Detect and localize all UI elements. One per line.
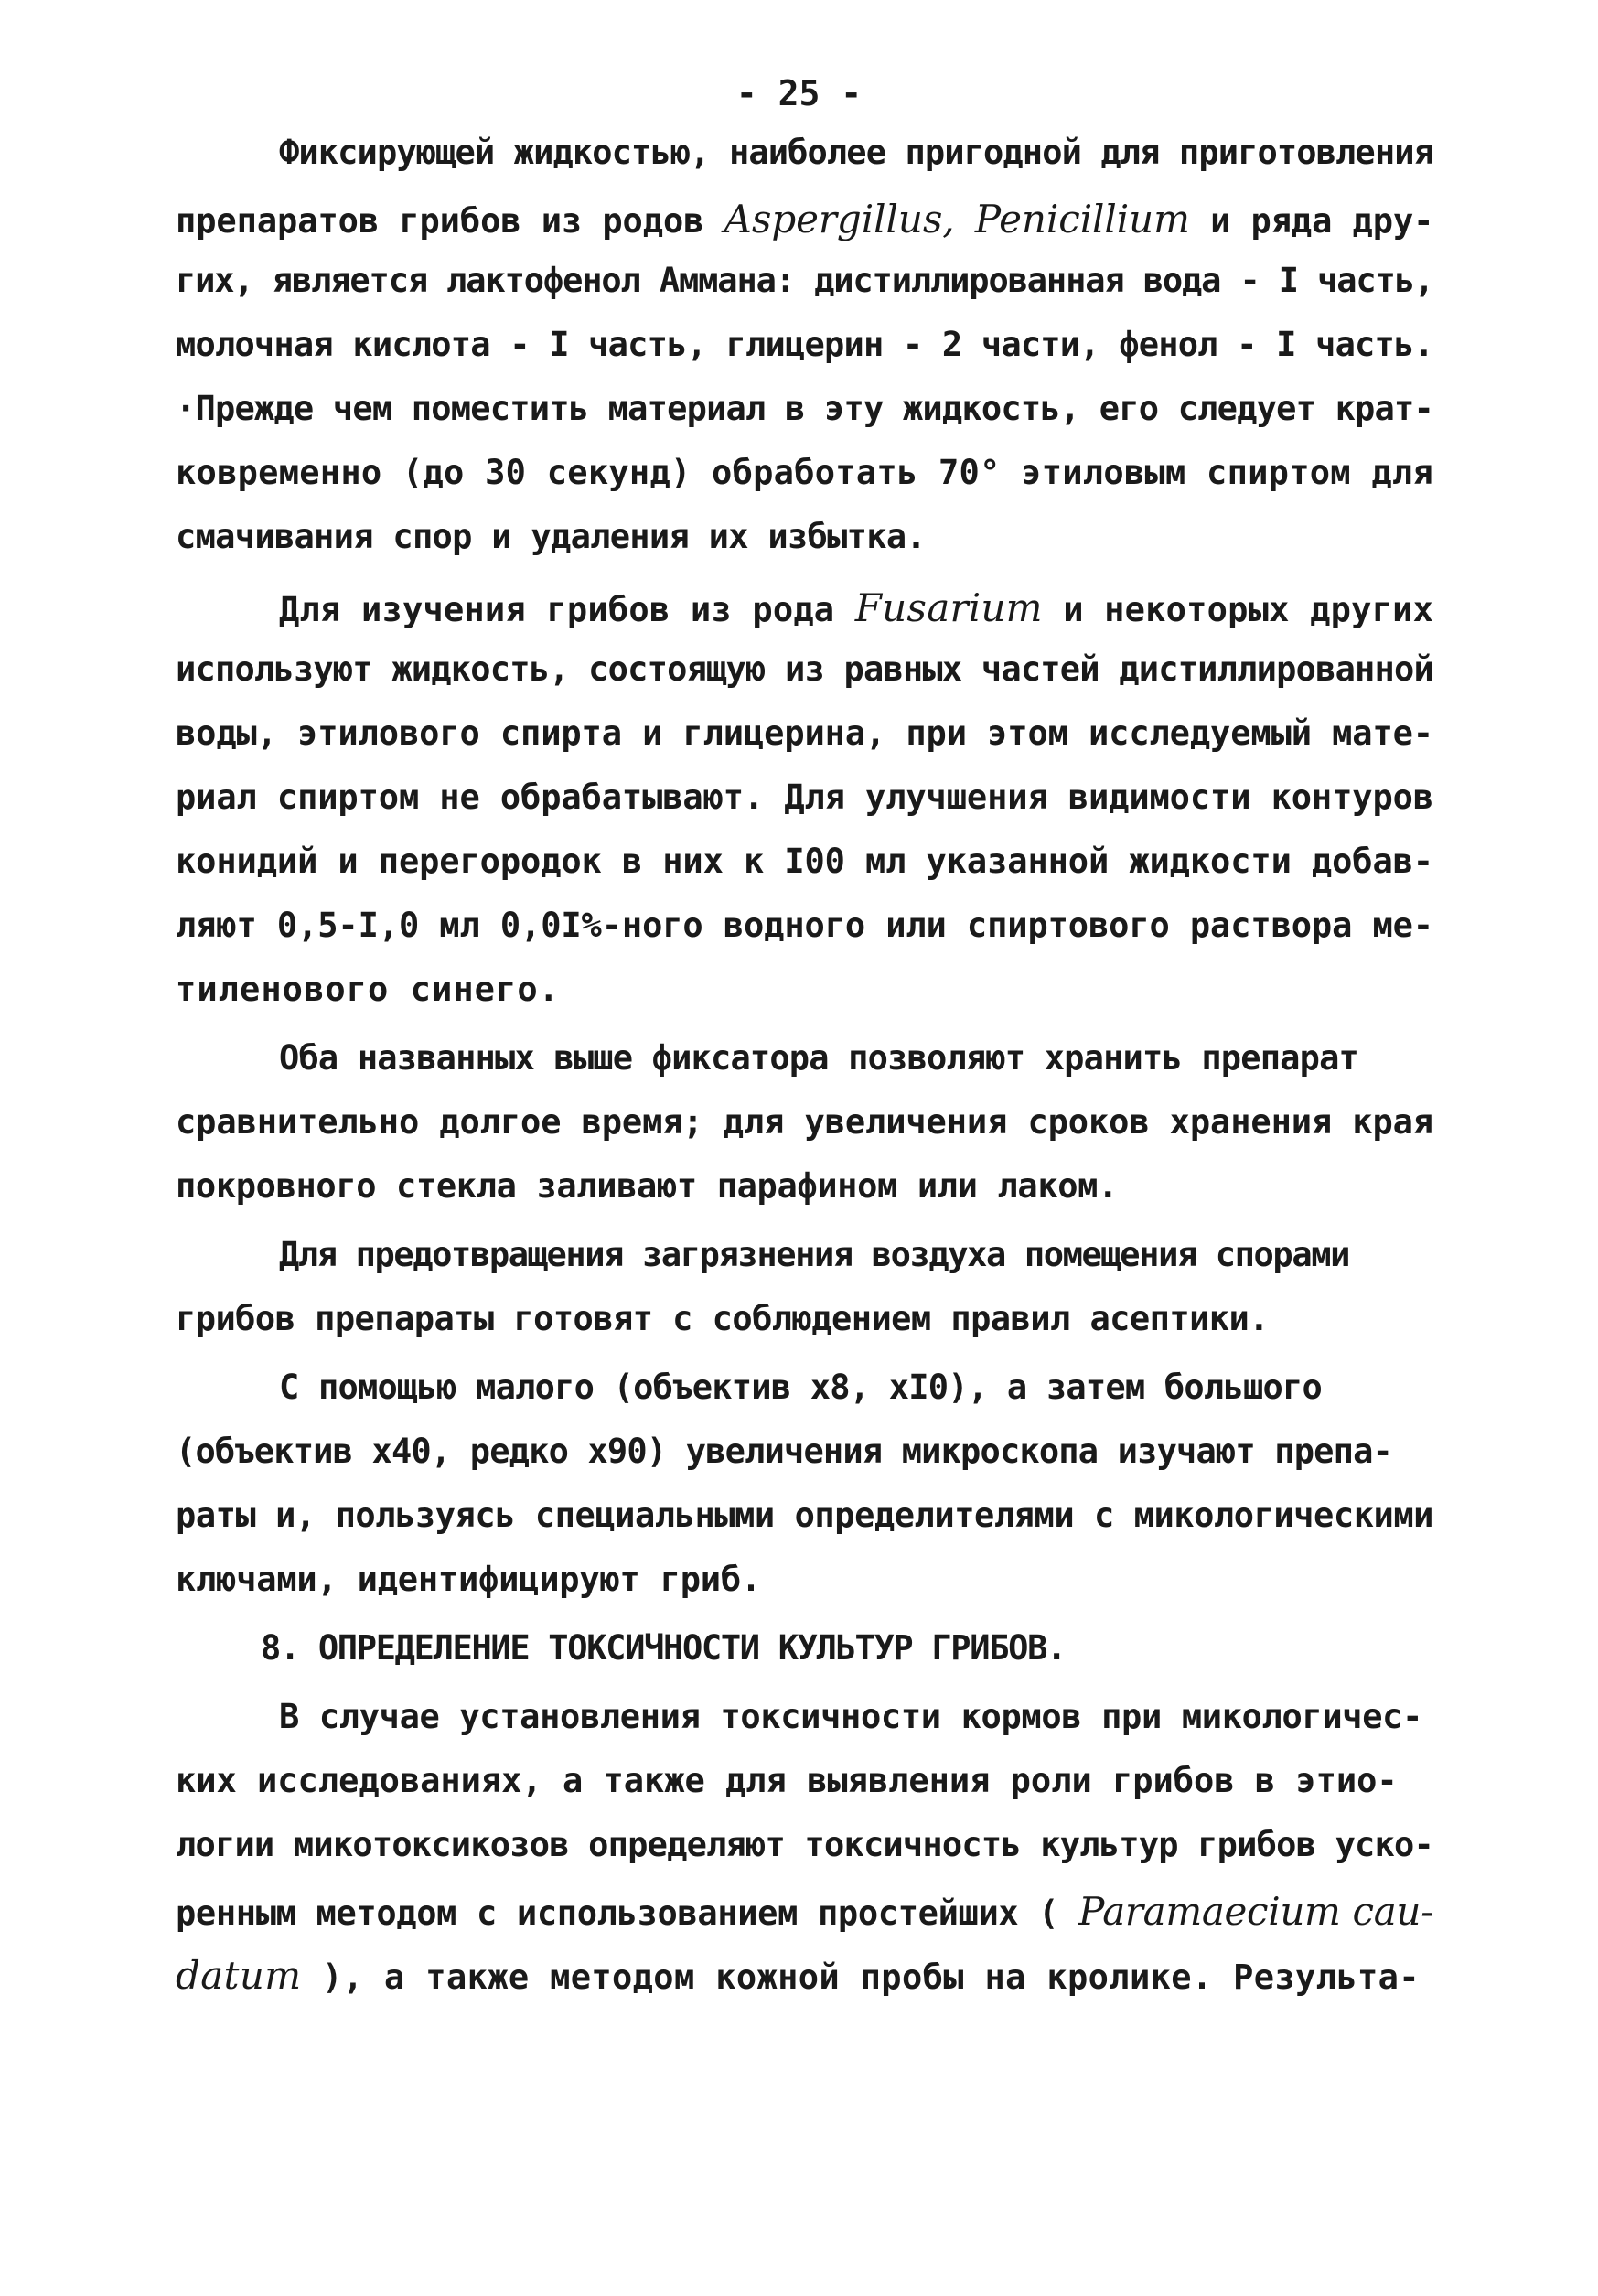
text-line (176, 1166, 1118, 1206)
line-segment: и ряда дру- (1189, 201, 1434, 241)
text-line (176, 713, 1433, 753)
line-segment: логии микотоксикозов определяют токсичность культур грибов уско- (176, 1825, 1433, 1864)
line-segment: риал спиртом не обрабатывают. Для улучшения видимости контуров (176, 778, 1433, 817)
handwritten-genus-name: datum (176, 1953, 302, 1998)
line-segment: ляют 0,5-I,0 мл 0,0I%-ного водного или спиртового раствора ме- (176, 906, 1433, 945)
line-segment: раты и, пользуясь специальными определителями с микологическими (176, 1496, 1433, 1535)
line-segment: покровного стекла заливают парафином или лаком. (176, 1166, 1118, 1206)
handwritten-genus-name: Fusarium (854, 585, 1043, 630)
text-line (176, 842, 1433, 881)
text-line (176, 1825, 1433, 1864)
line-segment: используют жидкость, состоящую из равных частей дистиллированной (176, 649, 1433, 689)
line-segment (955, 201, 975, 241)
line-segment: Для изучения грибов из рода (279, 590, 855, 629)
handwritten-genus-name: Penicillium (974, 197, 1190, 241)
line-segment: Фиксирующей жидкостью, наиболее пригодной для приготовления (279, 133, 1433, 172)
line-segment: ), а также методом кожной пробы на кролике. Результа- (301, 1958, 1420, 1997)
text-line (279, 1697, 1422, 1736)
text-line (279, 1038, 1358, 1078)
text-line (279, 1235, 1349, 1274)
section-heading (261, 1628, 1066, 1668)
line-segment: смачивания спор и удаления их избытка. (176, 517, 926, 556)
page-number: - 25 - (735, 73, 863, 113)
text-line (176, 649, 1433, 689)
line-segment: ренным методом с использованием простейших ( (176, 1894, 1079, 1933)
text-line (176, 1889, 1433, 1934)
line-segment: 8. ОПРЕДЕЛЕНИЕ ТОКСИЧНОСТИ КУЛЬТУР ГРИБОВ. (261, 1628, 1066, 1668)
line-segment: (объектив x40, редко x90) увеличения микроскопа изучают препа- (176, 1432, 1392, 1471)
text-line (176, 1432, 1392, 1471)
line-segment: ких исследованиях, а также для выявления роли грибов в этио- (176, 1761, 1398, 1800)
line-segment: гих, является лактофенол Аммана: дистиллированная вода - I часть, (176, 261, 1433, 300)
line-segment: Для предотвращения загрязнения воздуха помещения спорами (279, 1235, 1349, 1274)
text-line (176, 453, 1433, 492)
text-line (176, 1102, 1433, 1142)
text-line (176, 970, 560, 1009)
text-line (176, 1496, 1433, 1535)
text-line (176, 517, 926, 556)
line-segment: ·Прежде чем поместить материал в эту жидкость, его следует крат- (176, 389, 1433, 428)
text-line (176, 778, 1433, 817)
text-line (176, 325, 1433, 364)
text-line (176, 1560, 761, 1599)
line-segment: воды, этилового спирта и глицерина, при этом исследуемый мате- (176, 713, 1433, 753)
text-line (176, 1953, 1420, 1998)
text-line (279, 585, 1433, 630)
line-segment: конидий и перегородок в них к I00 мл указанной жидкости добав- (176, 842, 1433, 881)
text-line (176, 1761, 1398, 1800)
handwritten-genus-name: Paramaecium cau- (1078, 1889, 1433, 1934)
line-segment: тиленового синего. (176, 970, 560, 1009)
line-segment: грибов препараты готовят с соблюдением правил асептики. (176, 1299, 1269, 1338)
text-line (279, 1368, 1322, 1407)
line-segment: ковременно (до 30 секунд) обработать 70° этиловым спиртом для (176, 453, 1433, 492)
line-segment: молочная кислота - I часть, глицерин - 2 части, фенол - I часть. (176, 325, 1433, 364)
text-line (279, 133, 1433, 172)
text-line (176, 261, 1433, 300)
text-line (176, 389, 1433, 428)
line-segment: С помощью малого (объектив x8, xI0), а затем большого (279, 1368, 1322, 1407)
line-segment: и некоторых других (1042, 590, 1434, 629)
line-segment: ключами, идентифицируют гриб. (176, 1560, 761, 1599)
handwritten-genus-name: Aspergillus, (724, 197, 955, 241)
line-segment: Оба названных выше фиксатора позволяют хранить препарат (279, 1038, 1358, 1078)
text-line (176, 1299, 1269, 1338)
line-segment: сравнительно долгое время; для увеличения сроков хранения края (176, 1102, 1433, 1142)
text-line (176, 197, 1433, 241)
line-segment: препаратов грибов из родов (176, 201, 724, 241)
line-segment: В случае установления токсичности кормов при микологичес- (279, 1697, 1422, 1736)
text-line (176, 906, 1433, 945)
